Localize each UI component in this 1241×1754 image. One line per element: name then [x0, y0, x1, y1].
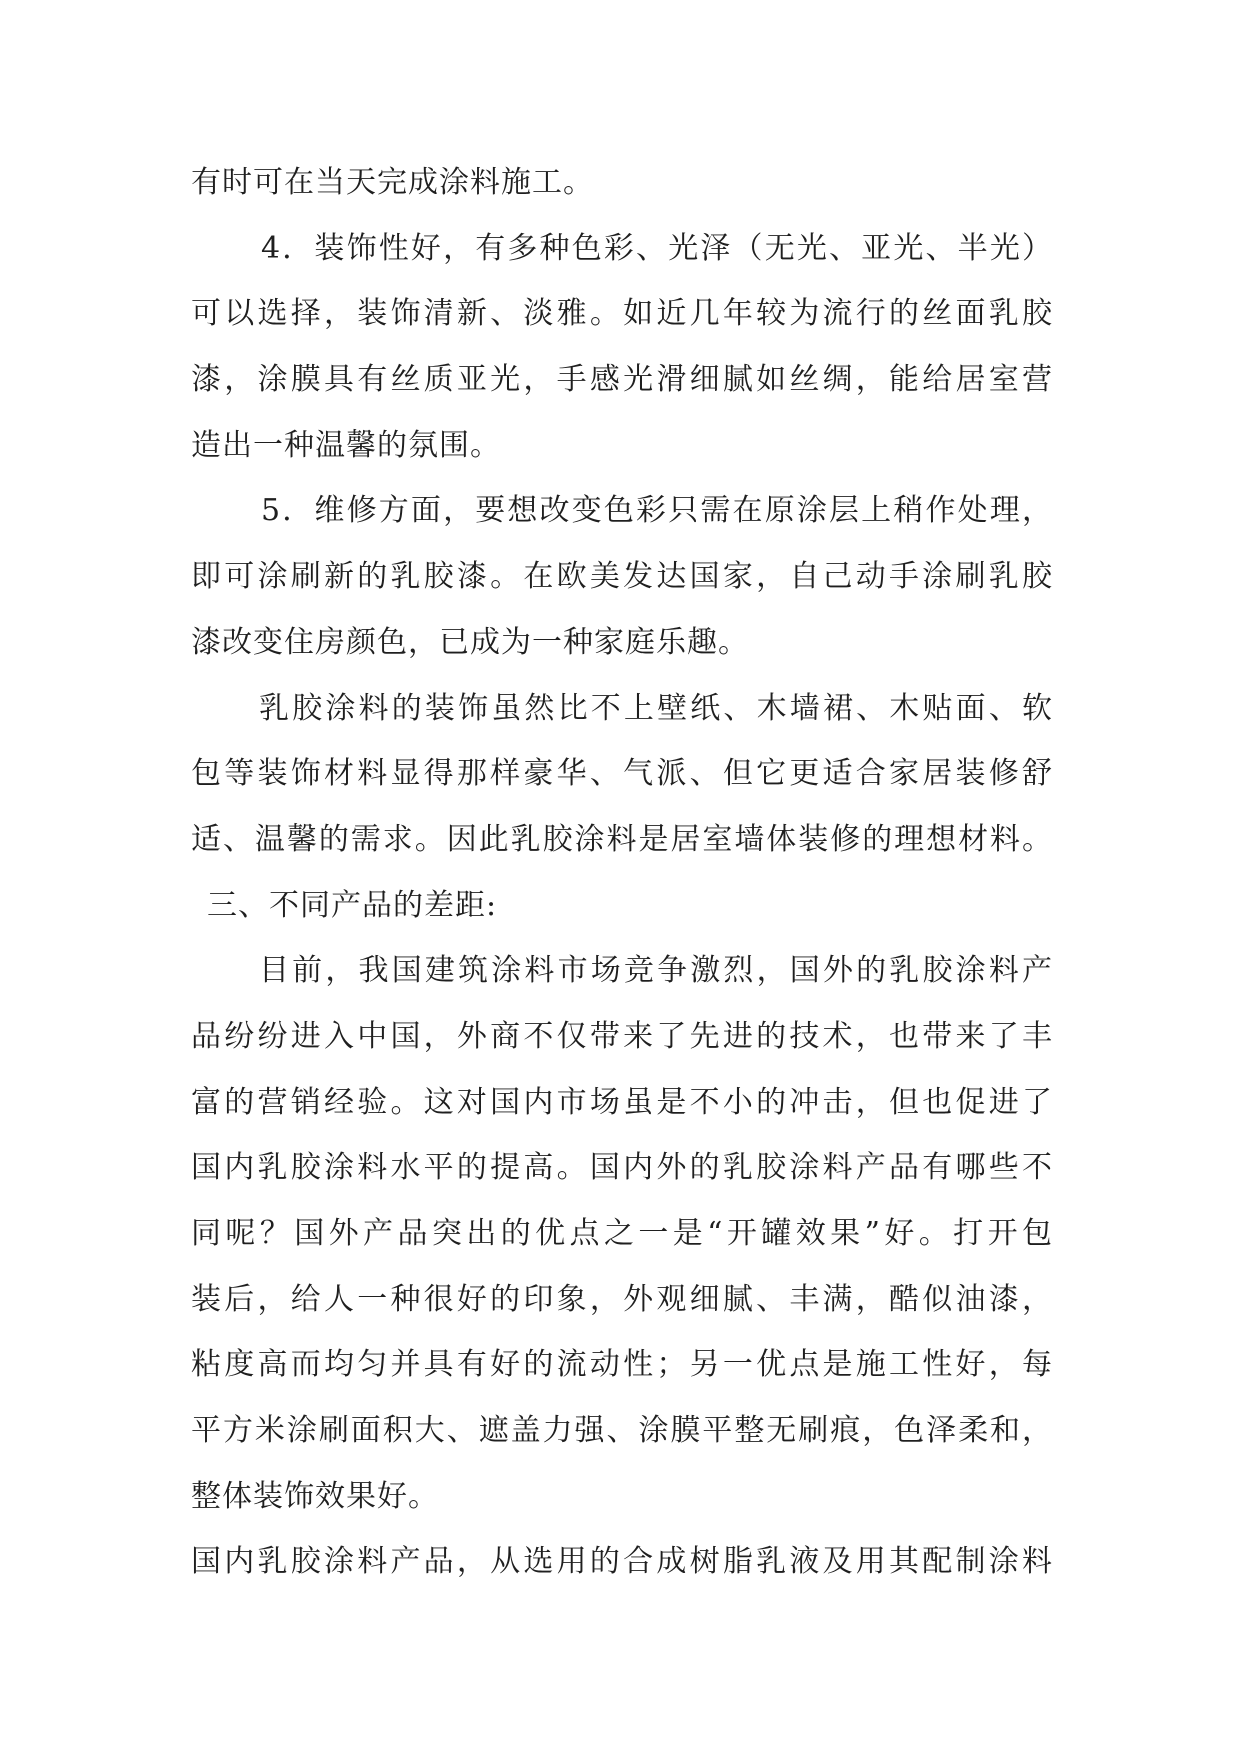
- text-line: 漆，涂膜具有丝质亚光，手感光滑细腻如丝绸，能给居室营: [191, 362, 1053, 398]
- text-line: 即可涂刷新的乳胶漆。在欧美发达国家，自己动手涂刷乳胶: [191, 559, 1053, 595]
- text-line: 平方米涂刷面积大、遮盖力强、涂膜平整无刷痕，色泽柔和，: [191, 1413, 1053, 1449]
- text-line: 包等装饰材料显得那样豪华、气派、但它更适合家居装修舒: [191, 756, 1053, 792]
- text-line: 4．装饰性好，有多种色彩、光泽（无光、亚光、半光）: [261, 230, 1053, 266]
- text-line: 国内乳胶涂料产品，从选用的合成树脂乳液及用其配制涂料: [191, 1544, 1053, 1580]
- text-line: 整体装饰效果好。: [191, 1478, 439, 1514]
- text-line: 可以选择，装饰清新、淡雅。如近几年较为流行的丝面乳胶: [191, 296, 1053, 332]
- text-line: 装后，给人一种很好的印象，外观细腻、丰满，酷似油漆，: [191, 1281, 1053, 1317]
- text-line: 目前，我国建筑涂料市场竞争激烈，国外的乳胶涂料产: [259, 953, 1053, 989]
- text-line: 品纷纷进入中国，外商不仅带来了先进的技术，也带来了丰: [191, 1018, 1053, 1054]
- text-line: 适、温馨的需求。因此乳胶涂料是居室墙体装修的理想材料。: [191, 821, 1053, 857]
- section-heading: 三、不同产品的差距:: [207, 887, 498, 923]
- text-line: 富的营销经验。这对国内市场虽是不小的冲击，但也促进了: [191, 1084, 1053, 1120]
- text-line: 5．维修方面，要想改变色彩只需在原涂层上稍作处理，: [261, 493, 1053, 529]
- text-line: 造出一种温馨的氛围。: [191, 427, 501, 463]
- text-line: 漆改变住房颜色，已成为一种家庭乐趣。: [191, 624, 749, 660]
- text-line: 乳胶涂料的装饰虽然比不上壁纸、木墙裙、木贴面、软: [259, 690, 1053, 726]
- text-line: 同呢？国外产品突出的优点之一是“开罐效果”好。打开包: [191, 1216, 1053, 1251]
- text-line: 粘度高而均匀并具有好的流动性；另一优点是施工性好，每: [191, 1347, 1053, 1383]
- text-line: 国内乳胶涂料水平的提高。国内外的乳胶涂料产品有哪些不: [191, 1150, 1053, 1186]
- text-line: 有时可在当天完成涂料施工。: [191, 165, 594, 200]
- body-text: [191, 150, 1053, 1595]
